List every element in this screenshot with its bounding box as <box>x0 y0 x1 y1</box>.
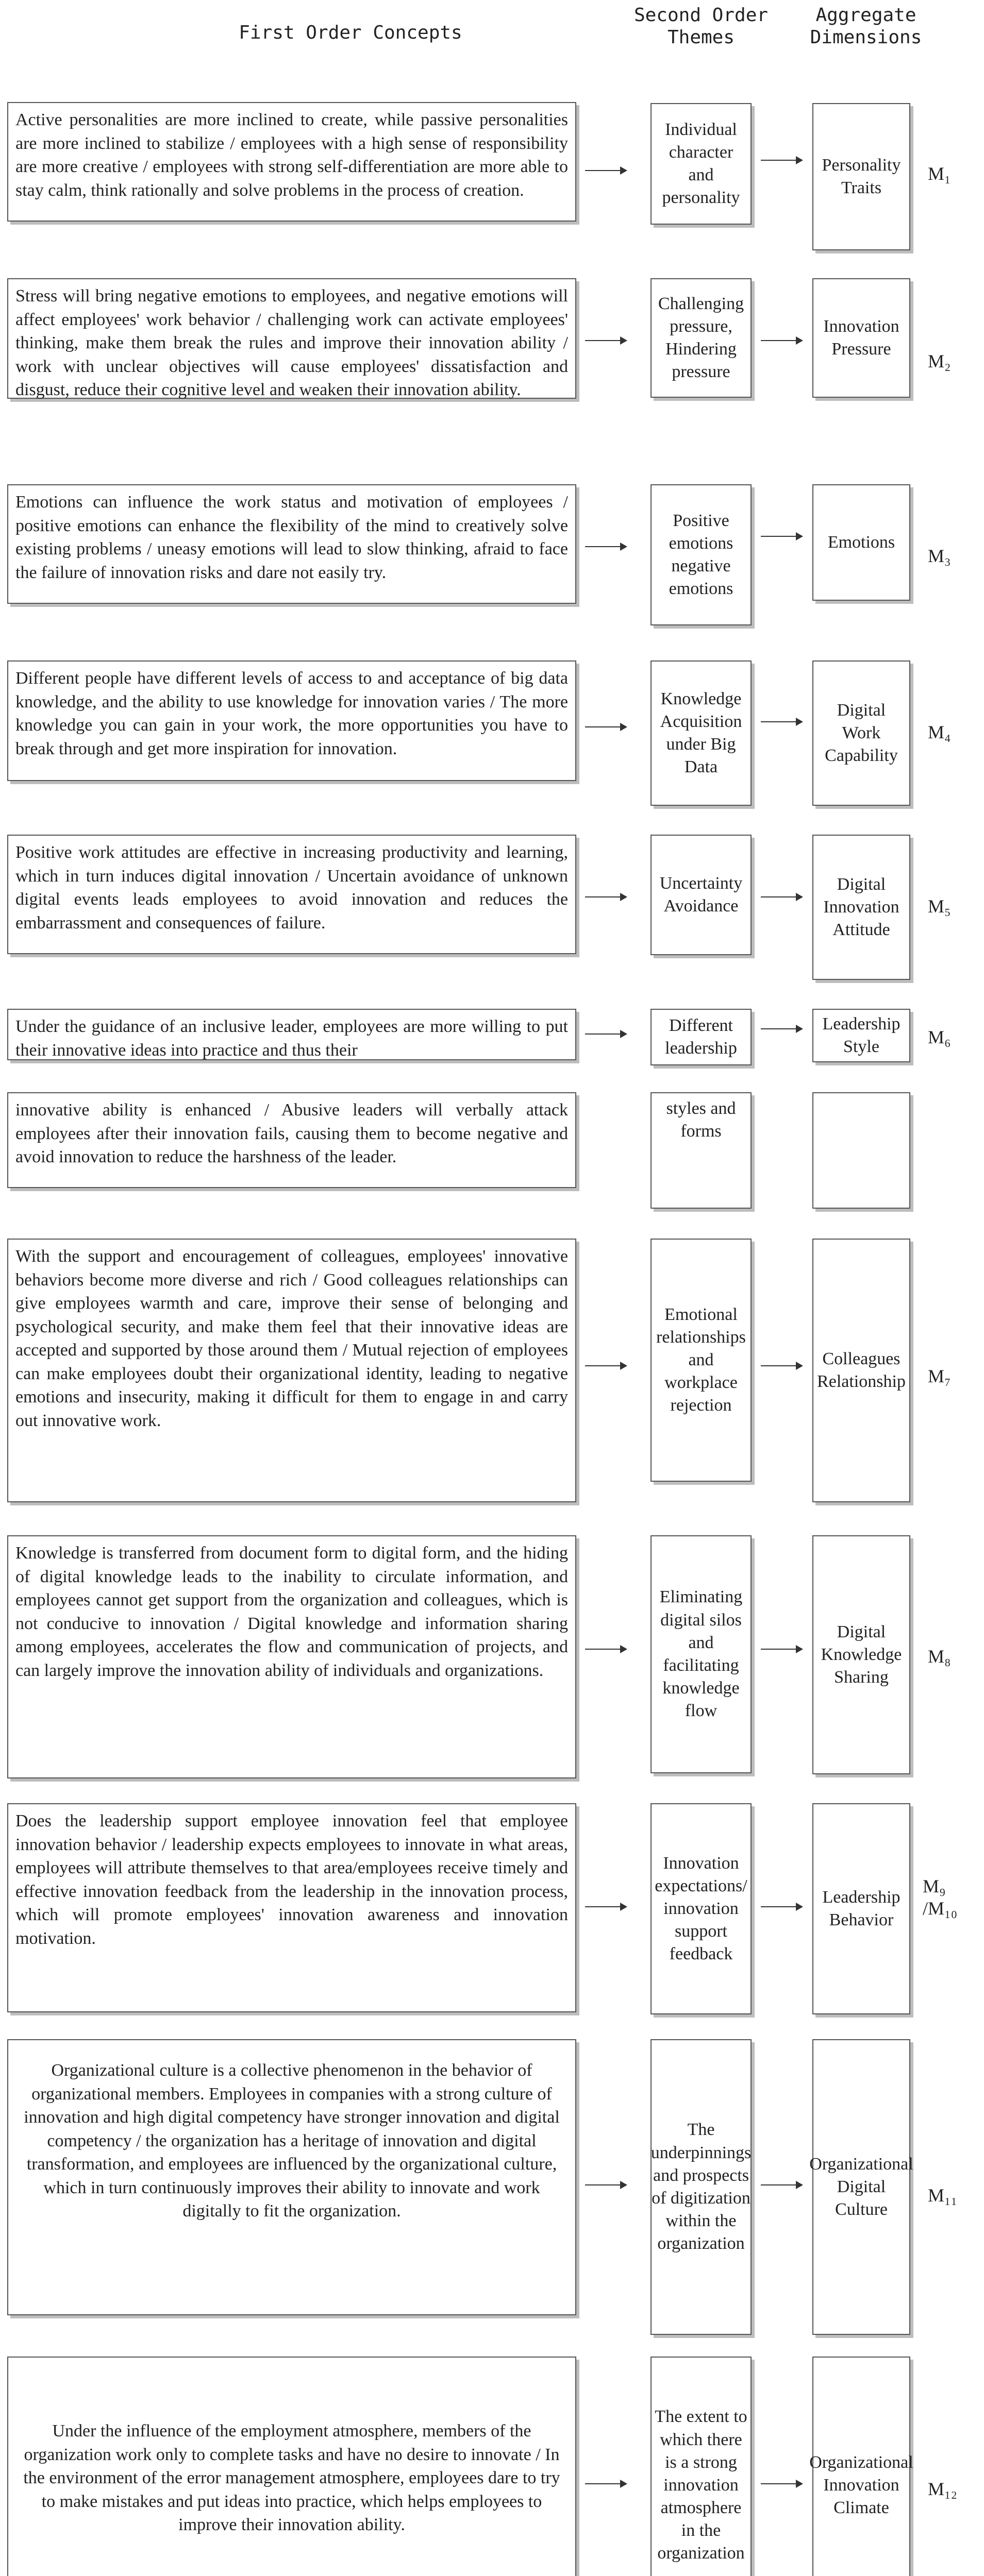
arrow-5b <box>761 896 802 897</box>
arrow-3a <box>585 546 626 547</box>
second-order-theme-4: Knowledge Acquisition under Big Data <box>651 660 752 806</box>
arrow-3b <box>761 536 802 537</box>
arrow-6a <box>585 1033 626 1035</box>
m-code-2: M₂ <box>928 351 951 371</box>
first-order-concept-4: Different people have different levels of access to and acceptance of big data knowledge, and the ability to use knowledge for innovation varies / The more knowledge you can gain in your work, the more opportunities you have to break through and get more inspiration for innovation. <box>7 660 576 781</box>
m-code-5: M₅ <box>928 896 951 917</box>
second-order-theme-9: Innovation expectations/ innovation support feedback <box>651 1803 752 2014</box>
aggregate-dimension-5: Digital Innovation Attitude <box>812 835 910 980</box>
arrow-2b <box>761 340 802 341</box>
header-aggregate-line1: Aggregate <box>815 5 916 26</box>
m-code-10: M₁₁ <box>928 2185 958 2206</box>
second-order-theme-6a: Different leadership <box>651 1009 752 1065</box>
m-code-6: M₆ <box>928 1027 951 1047</box>
second-order-theme-7: Emotional relationships and workplace rejection <box>651 1239 752 1482</box>
aggregate-dimension-1: Personality Traits <box>812 103 910 250</box>
aggregate-dimension-11: Organizational Innovation Climate <box>812 2357 910 2576</box>
first-order-concept-1: Active personalities are more inclined to create, while passive personalities are more inclined to stabilize / employees with a high sense of responsibility are more creative / employees with strong self-differentiation are more able to stay calm, think rationally and solve problems in the process of creation. <box>7 102 576 222</box>
m-code-11: M₁₂ <box>928 2479 958 2499</box>
second-order-theme-5: Uncertainty Avoidance <box>651 835 752 955</box>
aggregate-dimension-9: Leadership Behavior <box>812 1803 910 2014</box>
arrow-8b <box>761 1649 802 1650</box>
second-order-theme-10: The underpinnings and prospects of digitization within the organization <box>651 2039 752 2335</box>
header-aggregate-line2: Dimensions <box>810 27 922 48</box>
arrow-11a <box>585 2483 626 2484</box>
arrow-7b <box>761 1365 802 1366</box>
arrow-4b <box>761 721 802 722</box>
m-code-4: M₄ <box>928 722 951 742</box>
header-first-order: First Order Concepts <box>239 22 462 43</box>
aggregate-dimension-4: Digital Work Capability <box>812 660 910 806</box>
m-code-1: M₁ <box>928 163 951 184</box>
m-code-9: M₉ /M₁₀ <box>923 1876 958 1919</box>
arrow-11b <box>761 2483 802 2484</box>
header-second-order-line2: Themes <box>667 27 735 48</box>
arrow-8a <box>585 1649 626 1650</box>
arrow-5a <box>585 896 626 897</box>
second-order-theme-11: The extent to which there is a strong innovation atmosphere in the organization <box>651 2357 752 2576</box>
arrow-7a <box>585 1365 626 1366</box>
first-order-concept-6b: innovative ability is enhanced / Abusive leaders will verbally attack employees after their innovation fails, causing them to become negative and avoid innovation to reduce the harshness of the leader. <box>7 1092 576 1188</box>
first-order-concept-11: Under the influence of the employment atmosphere, members of the organization work only to complete tasks and have no desire to innovate / In the environment of the error management atmosphere, employees dare to try to make mistakes and put ideas into practice, which helps employees to improve their innovation ability. <box>7 2357 576 2576</box>
arrow-10a <box>585 2184 626 2185</box>
arrow-10b <box>761 2184 802 2185</box>
m-code-8: M₈ <box>928 1646 951 1667</box>
aggregate-dimension-3: Emotions <box>812 484 910 601</box>
first-order-concept-5: Positive work attitudes are effective in increasing productivity and learning, which in turn induces digital innovation / Uncertain avoidance of unknown digital events leads employees to avoid innovation and reduces the embarrassment and consequences of failure. <box>7 835 576 954</box>
first-order-concept-7: With the support and encouragement of colleagues, employees' innovative behaviors become more diverse and rich / Good colleagues relationships can give employees warmth and care, improve their sense of belonging and psychological security, and make them feel that their innovative ideas are accepted and supported by those around them / Mutual rejection of employees can make employees doubt their organizational identity, leading to negative emotions and insecurity, making it difficult for them to engage in and carry out innovative work. <box>7 1239 576 1502</box>
aggregate-dimension-6b <box>812 1092 910 1209</box>
arrow-9b <box>761 1906 802 1907</box>
aggregate-dimension-8: Digital Knowledge Sharing <box>812 1535 910 1774</box>
second-order-theme-3: Positive emotions negative emotions <box>651 484 752 625</box>
aggregate-dimension-2: Innovation Pressure <box>812 278 910 398</box>
arrow-1b <box>761 160 802 161</box>
second-order-theme-2: Challenging pressure, Hindering pressure <box>651 278 752 398</box>
first-order-concept-6a: Under the guidance of an inclusive leader, employees are more willing to put their innovative ideas into practice and thus their <box>7 1009 576 1060</box>
header-second-order <box>629 4 773 48</box>
first-order-concept-8: Knowledge is transferred from document form to digital form, and the hiding of digital knowledge leads to the inability to circulate information, and employees cannot get support from the organization and colleagues, which is not conducive to innovation / Digital knowledge and information sharing among employees, accelerates the flow and communication of projects, and can largely improve the innovation ability of individuals and organizations. <box>7 1535 576 1778</box>
second-order-theme-1: Individual character and personality <box>651 103 752 225</box>
first-order-concept-2: Stress will bring negative emotions to employees, and negative emotions will affect employees' work behavior / challenging work can activate employees' thinking, make them break the rules and improve their innovation ability / work with unclear objectives will cause employees' dissatisfaction and disgust, reduce their cognitive level and weaken their innovation ability. <box>7 278 576 399</box>
aggregate-dimension-10: Organizational Digital Culture <box>812 2039 910 2335</box>
arrow-4a <box>585 726 626 727</box>
arrow-6b <box>761 1028 802 1029</box>
first-order-concept-9: Does the leadership support employee innovation feel that employee innovation behavior / leadership expects employees to innovate in what areas, employees will attribute themselves to that area/employees receive timely and effective innovation feedback from the leadership in the innovation process, which will promote employees' innovation awareness and innovation motivation. <box>7 1803 576 2012</box>
header-aggregate <box>794 4 938 48</box>
arrow-2a <box>585 340 626 341</box>
m-code-3: M₃ <box>928 546 951 566</box>
second-order-theme-8: Eliminating digital silos and facilitating knowledge flow <box>651 1535 752 1773</box>
arrow-9a <box>585 1906 626 1907</box>
aggregate-dimension-7: Colleagues Relationship <box>812 1239 910 1502</box>
header-second-order-line1: Second Order <box>633 5 769 26</box>
first-order-concept-10: Organizational culture is a collective phenomenon in the behavior of organizational members. Employees in companies with a strong culture of innovation and high digital competency have stronger innovation and digital competency / the organization has a heritage of innovation and digital transformation, and employees are influenced by the organizational culture, which in turn continuously improves their ability to innovate and work digitally to fit the organization. <box>7 2039 576 2315</box>
aggregate-dimension-6: Leadership Style <box>812 1009 910 1062</box>
arrow-1a <box>585 170 626 171</box>
second-order-theme-6b: styles and forms <box>651 1092 752 1209</box>
m-code-7: M₇ <box>928 1366 951 1386</box>
first-order-concept-3: Emotions can influence the work status and motivation of employees / positive emotions can enhance the flexibility of the mind to creatively solve existing problems / uneasy emotions will lead to slow thinking, afraid to face the failure of innovation risks and dare not easily try. <box>7 484 576 604</box>
